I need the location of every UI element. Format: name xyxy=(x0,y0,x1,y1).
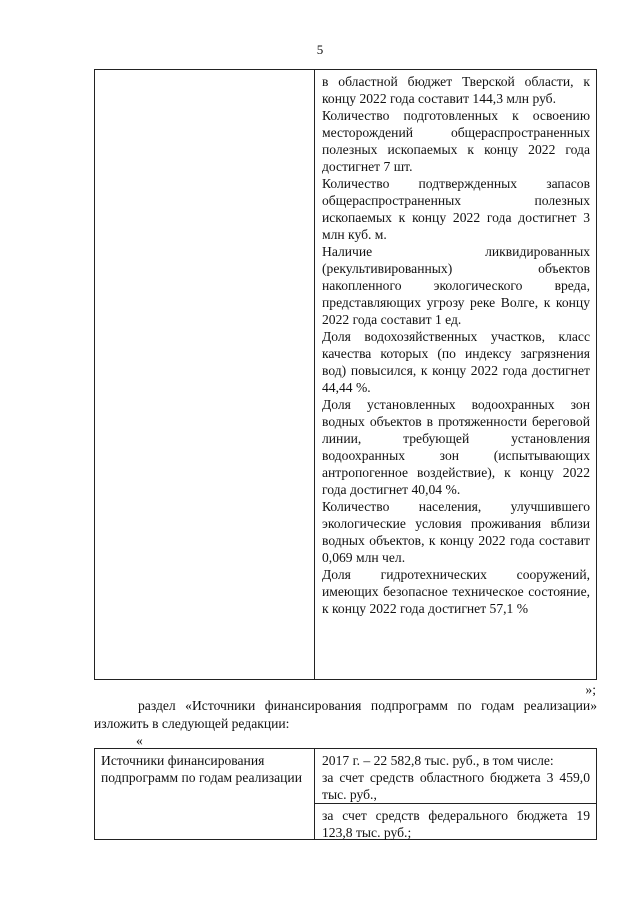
financing-label-cell xyxy=(101,752,306,786)
page-number: 5 xyxy=(316,42,324,57)
financing-table xyxy=(94,748,597,840)
indicator-paragraph: Доля установленных водоохранных зон водных объектов в протяженности береговой линии, требующей установления водоохранных зон (испытывающих антропогенное воздействие), к концу 2022 года достигнет 40,04 %. xyxy=(322,397,590,497)
column-divider xyxy=(314,70,315,679)
indicator-paragraph: Доля водохозяйственных участков, класс качества которых (по индексу загрязнения вод) повысился, к концу 2022 года достигнет 44,44 %. xyxy=(322,329,590,395)
financing-row-2 xyxy=(322,807,590,841)
indicators-cell xyxy=(322,73,590,617)
row-divider xyxy=(314,803,596,804)
column-divider xyxy=(314,749,315,839)
indicators-table xyxy=(94,69,597,680)
financing-label: Источники финансирования подпрограмм по годам реализации xyxy=(101,753,302,785)
opening-quote: « xyxy=(136,733,143,748)
financing-values-cell xyxy=(322,752,590,840)
indicator-paragraph: в областной бюджет Тверской области, к концу 2022 года составит 144,3 млн руб. xyxy=(322,74,590,106)
indicator-paragraph: Количество подтвержденных запасов общераспространенных полезных ископаемых к концу 2022 года достигнет 3 млн куб. м. xyxy=(322,176,590,242)
indicator-paragraph: Количество подготовленных к освоению месторождений общераспространенных полезных ископаемых к концу 2022 года достигнет 7 шт. xyxy=(322,108,590,174)
closing-quote: »; xyxy=(585,682,596,697)
financing-line: за счет средств областного бюджета 3 459,0 тыс. руб., xyxy=(322,770,590,802)
indicator-paragraph: Наличие ликвидированных (рекультивированных) объектов накопленного экологического вреда, представляющих угрозу реке Волге, к концу 2022 года составит 1 ед. xyxy=(322,244,590,327)
financing-line: за счет средств федерального бюджета 19 123,8 тыс. руб.; xyxy=(322,808,590,840)
indicator-paragraph: Количество населения, улучшившего экологические условия проживания вблизи водных объектов, к концу 2022 года составит 0,069 млн чел. xyxy=(322,499,590,565)
financing-line: 2017 г. – 22 582,8 тыс. руб., в том числе: xyxy=(322,753,554,768)
indicator-paragraph: Доля гидротехнических сооружений, имеющих безопасное техническое состояние, к концу 2022 года достигнет 57,1 % xyxy=(322,567,590,616)
instruction-paragraph: раздел «Источники финансирования подпрограмм по годам реализации» изложить в следующей редакции: xyxy=(94,698,597,731)
